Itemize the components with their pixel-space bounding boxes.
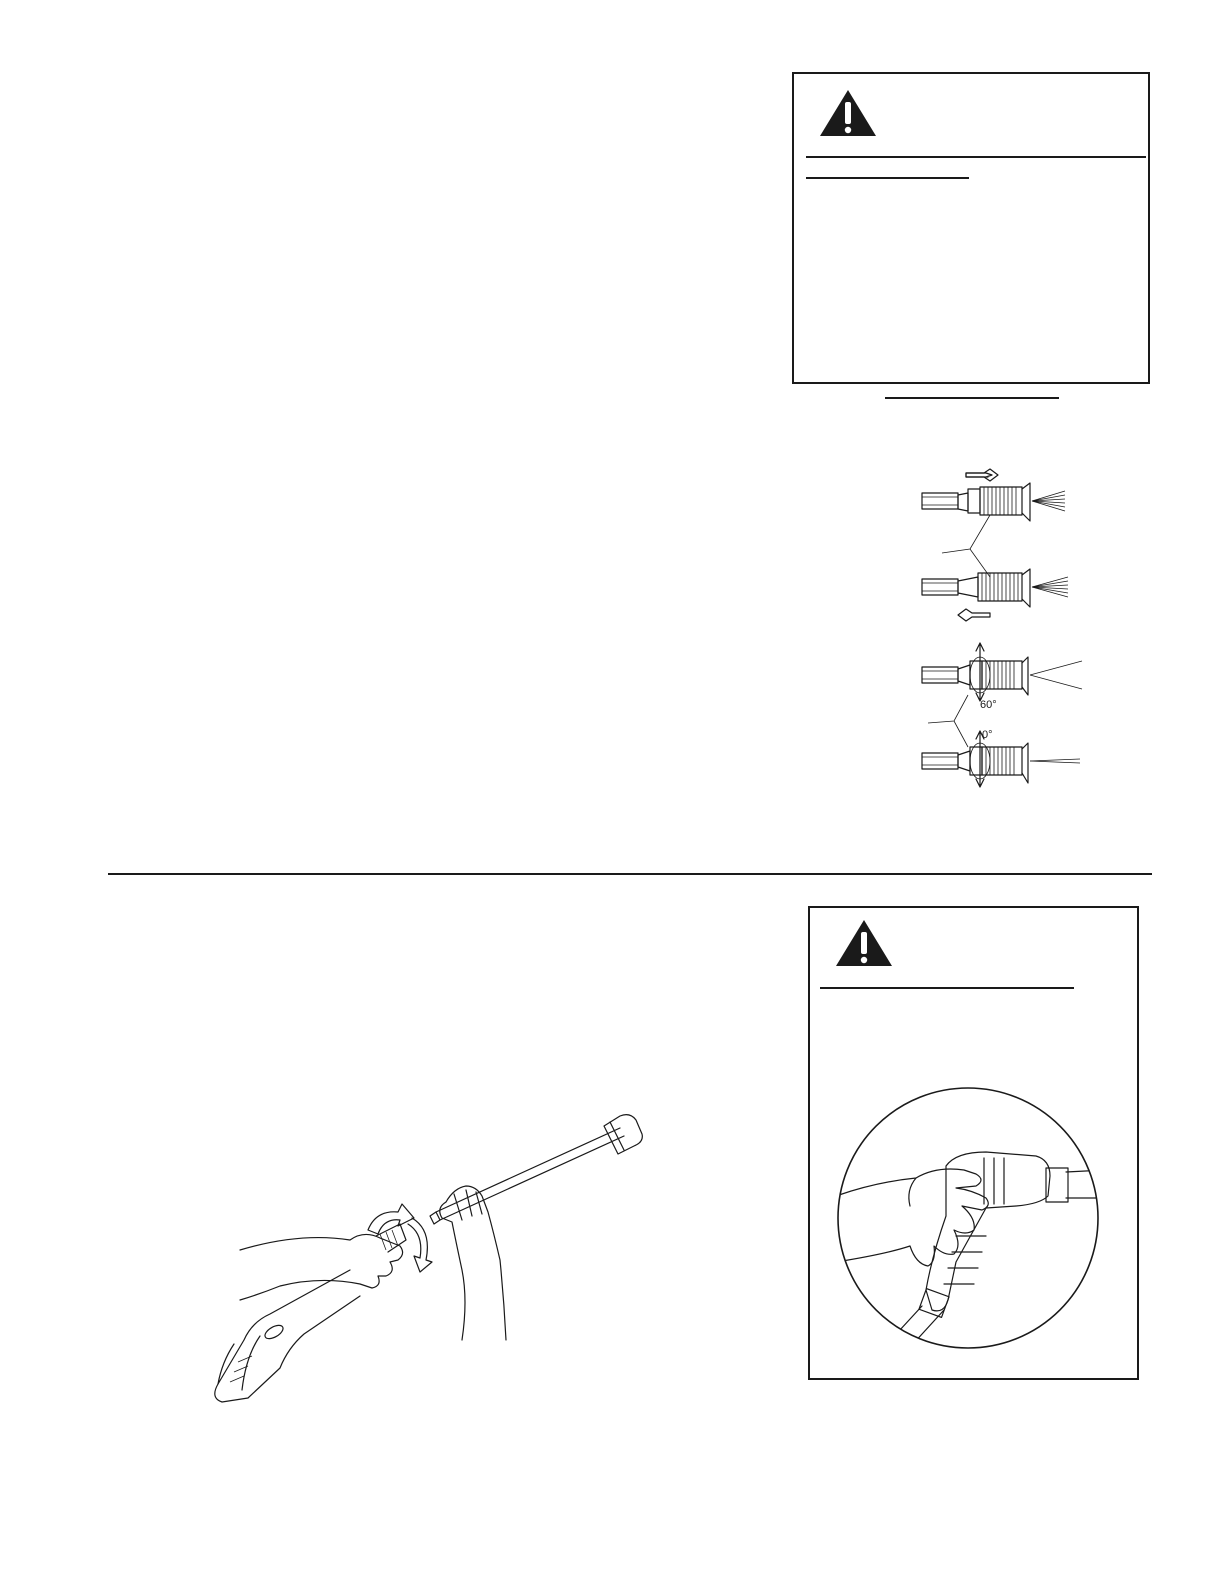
- nozzle-sixty-degree: [922, 643, 1082, 711]
- angle-label-60: 60°: [980, 699, 997, 711]
- spray-wand-attachment-illustration: [200, 1100, 660, 1420]
- nozzle-zero-degree: [922, 729, 1080, 787]
- nozzle-narrow-spray: [922, 569, 1068, 607]
- nozzle-adjustment-diagram: [920, 465, 1100, 805]
- warning-underline: [806, 177, 969, 179]
- warning-header-rule: [806, 156, 1146, 158]
- warning-header-rule: [820, 987, 1074, 989]
- rotate-arrow-icon: [368, 1204, 414, 1234]
- nozzle-wide-spray: [922, 483, 1065, 521]
- warning-box-bottom: [808, 906, 1139, 1380]
- arrow-left-icon: [958, 609, 990, 621]
- arrow-right-icon: [966, 473, 992, 477]
- warning-triangle-icon: [834, 918, 894, 968]
- figure-caption-rule: [885, 397, 1059, 399]
- warning-triangle-icon: [818, 88, 878, 138]
- section-divider: [108, 873, 1152, 875]
- angle-label-0: 0°: [982, 729, 993, 741]
- trigger-grip-illustration: [836, 1086, 1100, 1350]
- warning-box-top: [792, 72, 1150, 384]
